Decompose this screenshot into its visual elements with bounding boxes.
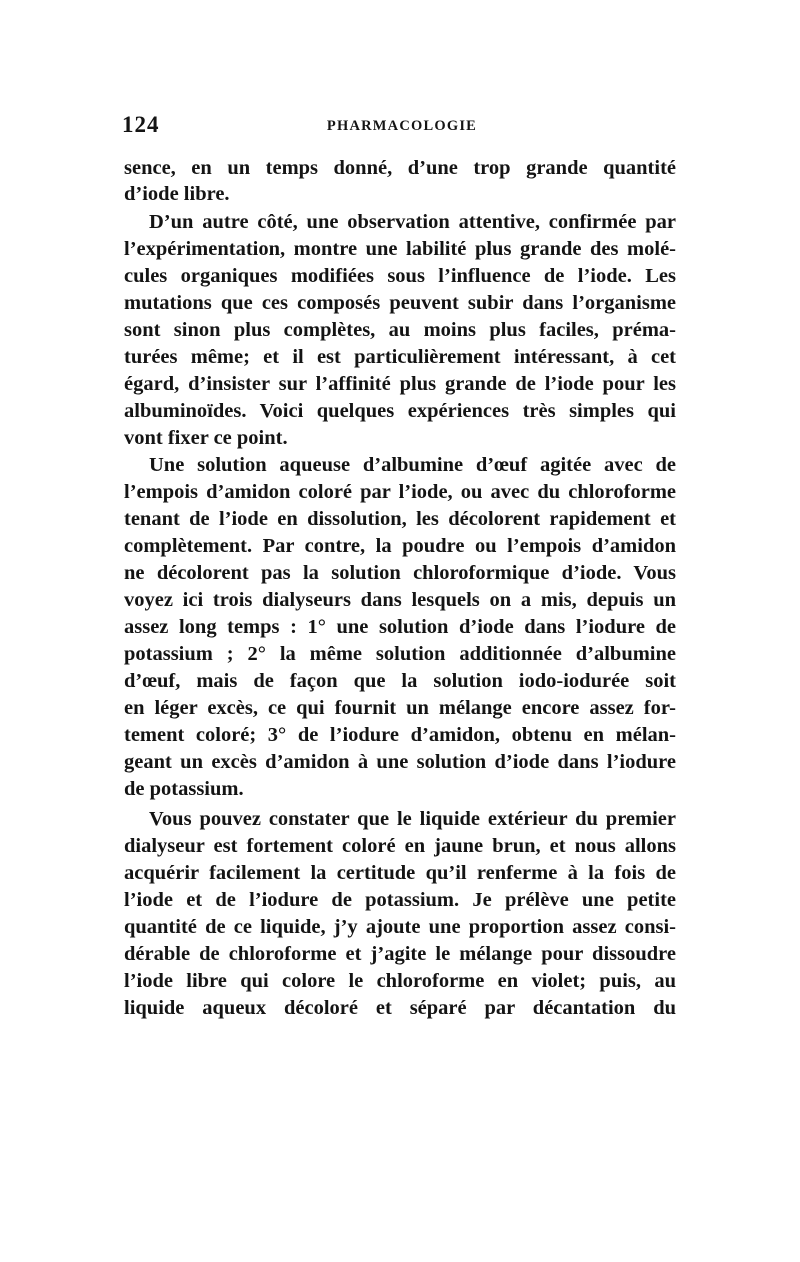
text-line: acquérir facilement la certitude qu’il renferme à la fois de	[124, 862, 676, 884]
text-line: turées même; et il est particulièrement intéressant, à cet	[124, 346, 676, 368]
text-line: Vous pouvez constater que le liquide extérieur du premier	[149, 808, 676, 830]
text-line: liquide aqueux décoloré et séparé par décantation du	[124, 997, 676, 1019]
text-line: tenant de l’iode en dissolution, les décolorent rapidement et	[124, 508, 676, 530]
text-line: voyez ici trois dialyseurs dans lesquels on a mis, depuis un	[124, 589, 676, 611]
text-line: Une solution aqueuse d’albumine d’œuf agitée avec de	[149, 454, 676, 476]
text-line: de potassium.	[124, 778, 244, 800]
text-line: l’iode et de l’iodure de potassium. Je prélève une petite	[124, 889, 676, 911]
text-line: cules organiques modifiées sous l’influence de l’iode. Les	[124, 265, 676, 287]
text-line: mutations que ces composés peuvent subir dans l’organisme	[124, 292, 676, 314]
text-line: égard, d’insister sur l’affinité plus grande de l’iode pour les	[124, 373, 676, 395]
text-line: sont sinon plus complètes, au moins plus faciles, préma-	[124, 319, 676, 341]
text-line: ne décolorent pas la solution chloroformique d’iode. Vous	[124, 562, 676, 584]
text-line: complètement. Par contre, la poudre ou l’empois d’amidon	[124, 535, 676, 557]
text-line: l’iode libre qui colore le chloroforme en violet; puis, au	[124, 970, 676, 992]
text-line: en léger excès, ce qui fournit un mélange encore assez for-	[124, 697, 676, 719]
text-line: dialyseur est fortement coloré en jaune brun, et nous allons	[124, 835, 676, 857]
text-line: dérable de chloroforme et j’agite le mélange pour dissoudre	[124, 943, 676, 965]
text-line: l’empois d’amidon coloré par l’iode, ou avec du chloroforme	[124, 481, 676, 503]
text-line: l’expérimentation, montre une labilité plus grande des molé-	[124, 238, 676, 260]
text-line: sence, en un temps donné, d’une trop grande quantité	[124, 157, 676, 179]
text-line: d’iode libre.	[124, 183, 230, 205]
text-line: potassium ; 2° la même solution additionnée d’albumine	[124, 643, 676, 665]
text-line: vont fixer ce point.	[124, 427, 288, 449]
text-line: quantité de ce liquide, j’y ajoute une proportion assez consi-	[124, 916, 676, 938]
text-line: geant un excès d’amidon à une solution d’iode dans l’iodure	[124, 751, 676, 773]
text-line: D’un autre côté, une observation attentive, confirmée par	[149, 211, 676, 233]
text-line: tement coloré; 3° de l’iodure d’amidon, obtenu en mélan-	[124, 724, 676, 746]
running-head: PHARMACOLOGIE	[326, 118, 478, 134]
text-line: albuminoïdes. Voici quelques expériences très simples qui	[124, 400, 676, 422]
page-header	[122, 112, 682, 142]
page-number: 124	[122, 112, 160, 137]
text-line: d’œuf, mais de façon que la solution iodo-iodurée soit	[124, 670, 676, 692]
text-line: assez long temps : 1° une solution d’iode dans l’iodure de	[124, 616, 676, 638]
